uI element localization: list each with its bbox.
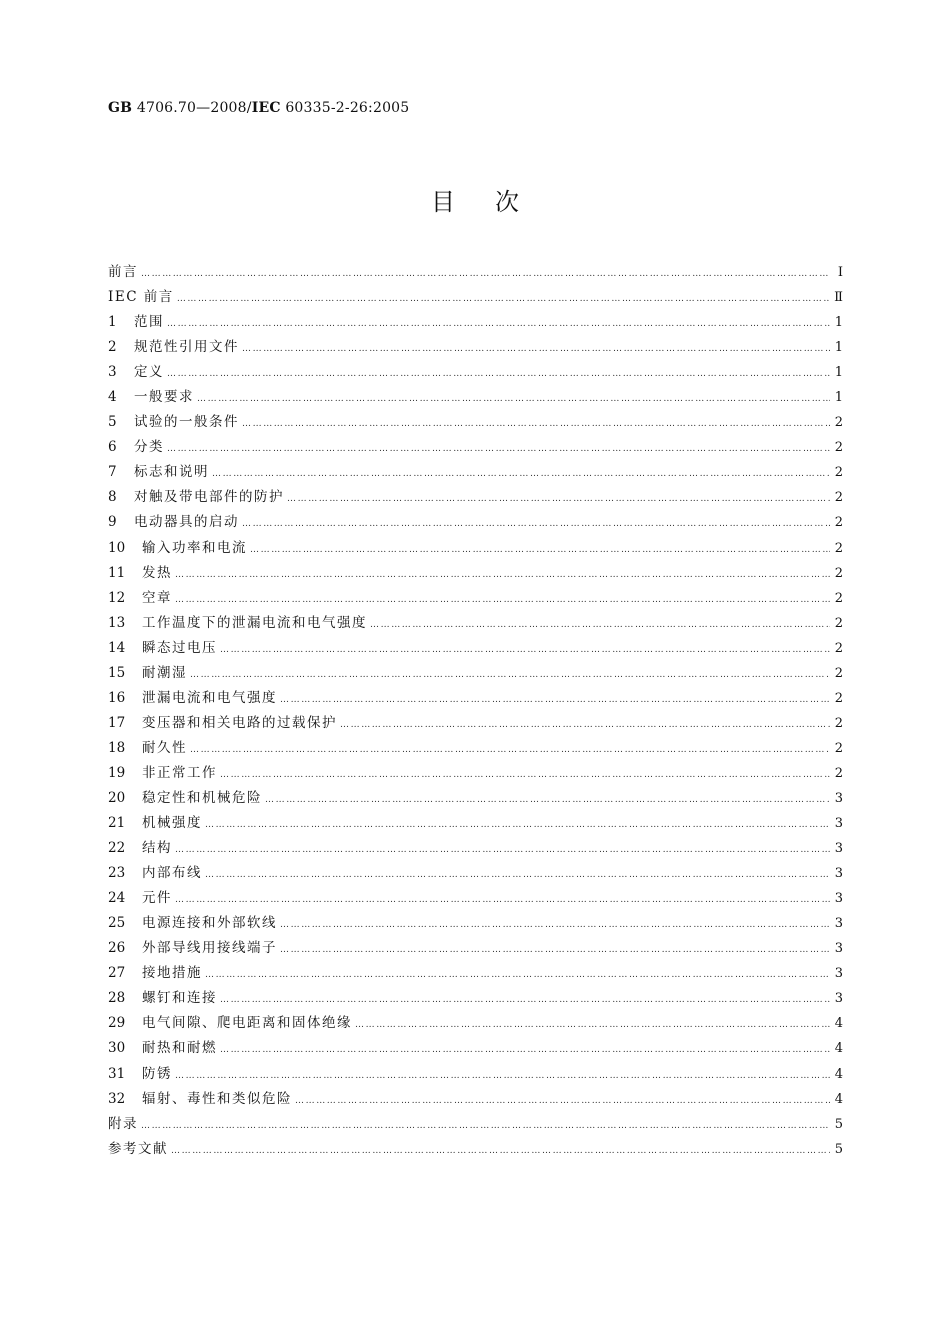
toc-entry[interactable] xyxy=(108,711,843,736)
toc-entry-page: 3 xyxy=(834,916,843,932)
toc-entry-page: 3 xyxy=(834,891,843,907)
toc-entry-title: 电气间隙、爬电距离和固体绝缘 xyxy=(142,1015,352,1032)
toc-entry-number: 25 xyxy=(108,915,126,932)
toc-entry[interactable] xyxy=(108,561,843,586)
toc-leader-dots xyxy=(175,595,830,605)
toc-entry[interactable] xyxy=(108,285,843,310)
toc-entry-title: 标志和说明 xyxy=(134,464,209,481)
toc-leader-dots xyxy=(177,294,830,304)
toc-entry[interactable] xyxy=(108,1036,843,1061)
toc-entry-number: 5 xyxy=(108,414,117,431)
toc-entry[interactable] xyxy=(108,911,843,936)
toc-entry-title: 螺钉和连接 xyxy=(142,990,217,1007)
toc-entry-number: 6 xyxy=(108,439,117,456)
toc-entry-number: 3 xyxy=(108,364,117,381)
toc-entry-number: 22 xyxy=(108,840,126,857)
toc-entry-number: 31 xyxy=(108,1065,126,1082)
toc-entry-number: 23 xyxy=(108,865,126,882)
toc-leader-dots xyxy=(175,1071,830,1081)
toc-entry[interactable] xyxy=(108,736,843,761)
toc-entry-number: 11 xyxy=(108,564,126,581)
toc-entry-page: 3 xyxy=(834,790,843,806)
toc-leader-dots xyxy=(220,645,830,655)
toc-entry-title: 试验的一般条件 xyxy=(134,414,239,431)
toc-entry-number: 1 xyxy=(108,314,117,331)
toc-entry-title: 参考文献 xyxy=(108,1140,168,1157)
toc-entry-page: 2 xyxy=(834,690,843,706)
toc-entry-page: 2 xyxy=(834,615,843,631)
toc-entry-number: 26 xyxy=(108,940,126,957)
header-gb: GB xyxy=(108,100,133,116)
toc-entry[interactable] xyxy=(108,310,843,335)
toc-entry-title: 输入功率和电流 xyxy=(142,539,247,556)
toc-leader-dots xyxy=(355,1020,830,1030)
toc-entry-number: 8 xyxy=(108,489,117,506)
toc-leader-dots xyxy=(287,494,830,504)
toc-leader-dots xyxy=(242,344,830,354)
toc-leader-dots xyxy=(220,995,830,1005)
toc-entry-page: 2 xyxy=(834,540,843,556)
toc-entry-title: 元件 xyxy=(142,890,172,907)
toc-leader-dots xyxy=(167,319,830,329)
toc-entry-title: 前言 xyxy=(108,264,138,280)
toc-leader-dots xyxy=(175,895,830,905)
toc-leader-dots xyxy=(220,1045,830,1055)
toc-entry-page: 4 xyxy=(834,1041,843,1057)
toc-entry[interactable] xyxy=(108,1137,843,1162)
toc-entry-page: 3 xyxy=(834,941,843,957)
toc-entry[interactable] xyxy=(108,385,843,410)
table-of-contents xyxy=(108,260,843,1162)
toc-entry-title: 发热 xyxy=(142,564,172,581)
toc-entry-title: 范围 xyxy=(134,314,164,331)
toc-entry-page: 1 xyxy=(834,340,843,356)
toc-entry-title: 泄漏电流和电气强度 xyxy=(142,689,277,706)
toc-entry-number: 29 xyxy=(108,1015,126,1032)
toc-entry[interactable] xyxy=(108,510,843,535)
toc-entry-title: 内部布线 xyxy=(142,865,202,882)
toc-entry[interactable] xyxy=(108,1011,843,1036)
toc-leader-dots xyxy=(250,545,830,555)
toc-entry-title: 非正常工作 xyxy=(142,764,217,781)
toc-entry-number: 14 xyxy=(108,639,126,656)
toc-entry-number: 13 xyxy=(108,614,126,631)
toc-entry-number: 28 xyxy=(108,990,126,1007)
toc-entry[interactable] xyxy=(108,811,843,836)
toc-entry-number: 15 xyxy=(108,664,126,681)
toc-leader-dots xyxy=(242,419,830,429)
toc-entry-title: 电动器具的启动 xyxy=(134,514,239,531)
toc-entry-page: 1 xyxy=(834,390,843,406)
toc-entry-page: 2 xyxy=(834,515,843,531)
toc-entry[interactable] xyxy=(108,886,843,911)
toc-leader-dots xyxy=(141,269,830,279)
toc-entry-number: 19 xyxy=(108,764,126,781)
toc-entry[interactable] xyxy=(108,836,843,861)
toc-leader-dots xyxy=(171,1146,830,1156)
toc-entry-number: 12 xyxy=(108,589,126,606)
toc-leader-dots xyxy=(141,1121,830,1131)
page-title: 目次 xyxy=(431,188,559,216)
toc-entry-page: 2 xyxy=(834,465,843,481)
document-header xyxy=(108,100,409,116)
toc-entry-page: 2 xyxy=(834,490,843,506)
toc-entry-title: 变压器和相关电路的过载保护 xyxy=(142,714,337,731)
toc-entry-title: 定义 xyxy=(134,364,164,381)
toc-entry-page: 3 xyxy=(834,991,843,1007)
toc-entry-page: 2 xyxy=(834,440,843,456)
toc-entry-title: 附录 xyxy=(108,1115,138,1132)
toc-entry-page: 2 xyxy=(834,590,843,606)
toc-entry-number: 27 xyxy=(108,965,126,982)
toc-leader-dots xyxy=(167,369,830,379)
toc-entry-title: 机械强度 xyxy=(142,815,202,832)
toc-entry-title: IEC 前言 xyxy=(108,289,174,306)
toc-entry-page: Ⅰ xyxy=(837,265,843,280)
toc-entry[interactable] xyxy=(108,485,843,510)
toc-entry-title: 空章 xyxy=(142,589,172,606)
toc-leader-dots xyxy=(280,945,830,955)
toc-leader-dots xyxy=(197,394,830,404)
toc-leader-dots xyxy=(205,870,830,880)
toc-entry-title: 耐久性 xyxy=(142,739,187,756)
toc-entry[interactable] xyxy=(108,536,843,561)
toc-entry-number: 17 xyxy=(108,714,126,731)
toc-entry-page: 2 xyxy=(834,415,843,431)
toc-entry-number: 2 xyxy=(108,339,117,356)
toc-entry-page: 3 xyxy=(834,841,843,857)
toc-entry[interactable] xyxy=(108,1087,843,1112)
toc-entry-number: 20 xyxy=(108,789,126,806)
toc-entry[interactable] xyxy=(108,335,843,360)
toc-entry-number: 24 xyxy=(108,890,126,907)
toc-leader-dots xyxy=(190,670,830,680)
toc-leader-dots xyxy=(175,845,830,855)
toc-entry-title: 辐射、毒性和类似危险 xyxy=(142,1090,292,1107)
toc-leader-dots xyxy=(280,920,830,930)
toc-entry-number: 7 xyxy=(108,464,117,481)
toc-entry-title: 外部导线用接线端子 xyxy=(142,940,277,957)
toc-entry-page: 4 xyxy=(834,1091,843,1107)
toc-entry-number: 4 xyxy=(108,389,117,406)
toc-entry[interactable] xyxy=(108,1112,843,1137)
toc-entry[interactable] xyxy=(108,761,843,786)
toc-entry[interactable] xyxy=(108,636,843,661)
toc-entry-page: 4 xyxy=(834,1016,843,1032)
toc-entry-page: 5 xyxy=(834,1116,843,1132)
toc-leader-dots xyxy=(242,519,830,529)
toc-entry-page: 5 xyxy=(834,1141,843,1157)
toc-entry[interactable] xyxy=(108,435,843,460)
toc-entry-title: 稳定性和机械危险 xyxy=(142,789,262,806)
toc-entry[interactable] xyxy=(108,661,843,686)
toc-entry-title: 一般要求 xyxy=(134,389,194,406)
toc-entry-number: 30 xyxy=(108,1040,126,1057)
toc-entry-title: 对触及带电部件的防护 xyxy=(134,489,284,506)
toc-leader-dots xyxy=(295,1096,830,1106)
toc-entry[interactable] xyxy=(108,986,843,1011)
toc-entry-number: 10 xyxy=(108,539,126,556)
toc-entry-number: 32 xyxy=(108,1090,126,1107)
toc-entry[interactable] xyxy=(108,360,843,385)
toc-leader-dots xyxy=(205,970,830,980)
header-std-number: 4706.70—2008/ xyxy=(132,100,252,116)
toc-leader-dots xyxy=(190,745,830,755)
toc-entry[interactable] xyxy=(108,786,843,811)
toc-entry-page: 2 xyxy=(834,665,843,681)
toc-entry-page: 3 xyxy=(834,966,843,982)
toc-entry-page: 1 xyxy=(834,315,843,331)
toc-entry-page: 2 xyxy=(834,740,843,756)
toc-leader-dots xyxy=(280,695,830,705)
toc-entry-page: 2 xyxy=(834,640,843,656)
toc-leader-dots xyxy=(175,570,830,580)
toc-entry-number: 21 xyxy=(108,815,126,832)
toc-entry-title: 结构 xyxy=(142,840,172,857)
toc-entry-title: 电源连接和外部软线 xyxy=(142,915,277,932)
toc-leader-dots xyxy=(212,469,830,479)
toc-entry-page: 3 xyxy=(834,866,843,882)
toc-leader-dots xyxy=(220,770,830,780)
toc-entry-page: 4 xyxy=(834,1066,843,1082)
toc-entry[interactable] xyxy=(108,460,843,485)
toc-entry[interactable] xyxy=(108,936,843,961)
toc-entry-page: 1 xyxy=(834,365,843,381)
header-iec: IEC xyxy=(251,100,281,116)
toc-entry[interactable] xyxy=(108,861,843,886)
toc-entry-title: 分类 xyxy=(134,439,164,456)
toc-entry-title: 耐热和耐燃 xyxy=(142,1040,217,1057)
header-iec-number: 60335-2-26:2005 xyxy=(280,100,410,116)
toc-entry-number: 16 xyxy=(108,689,126,706)
toc-entry[interactable] xyxy=(108,961,843,986)
toc-entry-title: 规范性引用文件 xyxy=(134,339,239,356)
toc-entry-page: 2 xyxy=(834,715,843,731)
toc-entry[interactable] xyxy=(108,260,843,285)
toc-entry-title: 接地措施 xyxy=(142,965,202,982)
toc-entry-number: 18 xyxy=(108,739,126,756)
toc-entry[interactable] xyxy=(108,1062,843,1087)
toc-leader-dots xyxy=(205,820,830,830)
toc-entry-page: 2 xyxy=(834,565,843,581)
toc-entry-title: 瞬态过电压 xyxy=(142,639,217,656)
toc-entry[interactable] xyxy=(108,410,843,435)
toc-entry-page: Ⅱ xyxy=(834,290,843,306)
toc-entry-title: 防锈 xyxy=(142,1065,172,1082)
toc-entry[interactable] xyxy=(108,611,843,636)
toc-entry-title: 耐潮湿 xyxy=(142,664,187,681)
toc-leader-dots xyxy=(340,720,830,730)
toc-leader-dots xyxy=(167,444,830,454)
toc-leader-dots xyxy=(265,795,830,805)
toc-entry[interactable] xyxy=(108,586,843,611)
toc-entry[interactable] xyxy=(108,686,843,711)
toc-entry-number: 9 xyxy=(108,514,117,531)
toc-entry-page: 3 xyxy=(834,816,843,832)
toc-entry-title: 工作温度下的泄漏电流和电气强度 xyxy=(142,614,367,631)
toc-leader-dots xyxy=(370,620,830,630)
toc-entry-page: 2 xyxy=(834,765,843,781)
